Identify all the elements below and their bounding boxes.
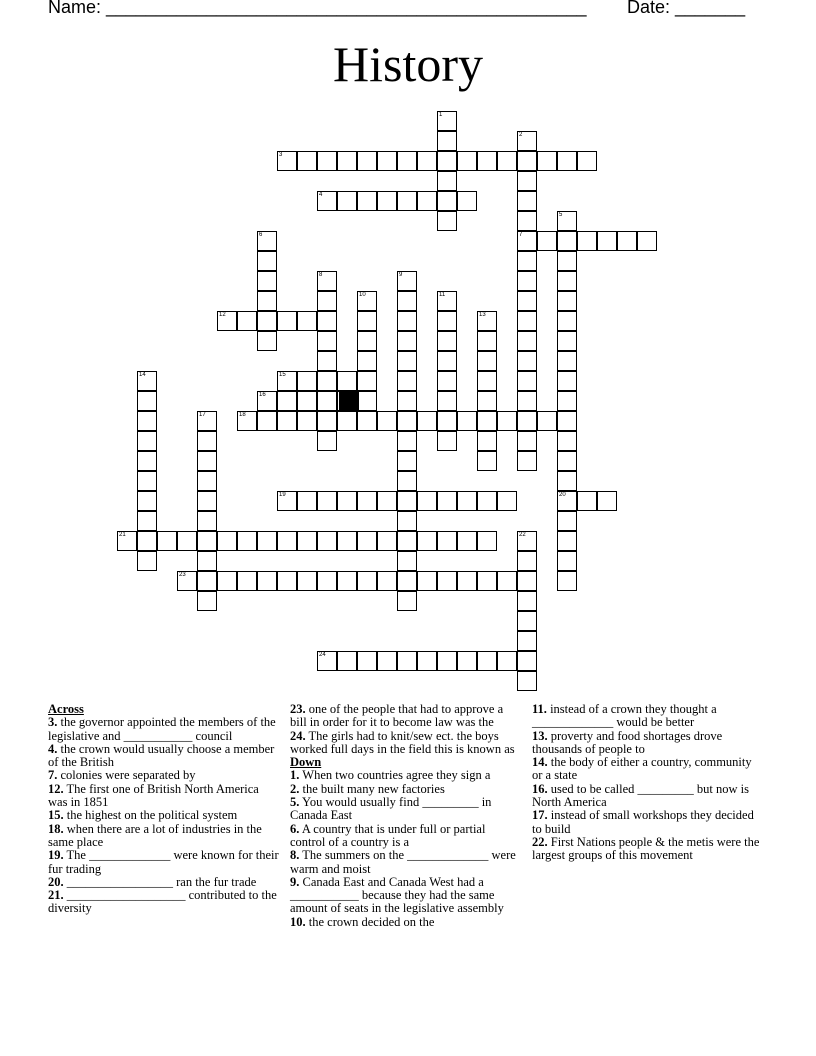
grid-cell[interactable] bbox=[397, 371, 417, 391]
grid-cell[interactable] bbox=[557, 451, 577, 471]
grid-cell[interactable] bbox=[297, 411, 317, 431]
grid-cell[interactable] bbox=[577, 151, 597, 171]
grid-cell[interactable] bbox=[337, 191, 357, 211]
grid-cell[interactable] bbox=[417, 651, 437, 671]
grid-cell[interactable] bbox=[397, 151, 417, 171]
grid-cell[interactable] bbox=[237, 531, 257, 551]
grid-cell[interactable] bbox=[397, 331, 417, 351]
grid-cell[interactable] bbox=[337, 651, 357, 671]
grid-cell[interactable] bbox=[137, 451, 157, 471]
cell-number: 13 bbox=[479, 312, 486, 318]
clue-column-1 bbox=[48, 703, 280, 916]
grid-cell[interactable] bbox=[357, 571, 377, 591]
cell-number: 9 bbox=[399, 272, 403, 278]
grid-cell[interactable] bbox=[317, 491, 337, 511]
grid-cell[interactable] bbox=[277, 151, 297, 171]
grid-cell[interactable] bbox=[357, 531, 377, 551]
grid-cell[interactable] bbox=[477, 531, 497, 551]
grid-cell[interactable] bbox=[517, 331, 537, 351]
grid-cell[interactable] bbox=[317, 391, 337, 411]
cell-number: 6 bbox=[259, 232, 263, 238]
grid-cell[interactable] bbox=[397, 271, 417, 291]
grid-cell[interactable] bbox=[477, 331, 497, 351]
clue-column-3 bbox=[532, 703, 764, 863]
grid-cell[interactable] bbox=[137, 551, 157, 571]
grid-cell[interactable] bbox=[357, 151, 377, 171]
grid-cell[interactable] bbox=[557, 491, 577, 511]
grid-cell[interactable] bbox=[297, 311, 317, 331]
grid-cell[interactable] bbox=[477, 651, 497, 671]
grid-cell[interactable] bbox=[317, 371, 337, 391]
grid-cell[interactable] bbox=[557, 511, 577, 531]
grid-cell[interactable] bbox=[557, 231, 577, 251]
grid-cell[interactable] bbox=[197, 471, 217, 491]
grid-cell[interactable] bbox=[357, 351, 377, 371]
grid-cell[interactable] bbox=[517, 651, 537, 671]
cell-number: 8 bbox=[319, 272, 323, 278]
clue-down-16: 16. used to be called _________ but now is North America bbox=[532, 781, 749, 810]
grid-cell[interactable] bbox=[597, 491, 617, 511]
grid-cell[interactable] bbox=[337, 491, 357, 511]
clue-across-4: 4. the crown would usually choose a member of the British bbox=[48, 741, 275, 770]
grid-cell[interactable] bbox=[557, 471, 577, 491]
grid-cell[interactable] bbox=[437, 571, 457, 591]
grid-cell[interactable] bbox=[277, 491, 297, 511]
grid-cell[interactable] bbox=[517, 271, 537, 291]
cell-number: 2 bbox=[519, 132, 523, 138]
grid-cell[interactable] bbox=[317, 651, 337, 671]
grid-cell[interactable] bbox=[517, 611, 537, 631]
grid-cell[interactable] bbox=[477, 311, 497, 331]
clue-down-5: 5. You would usually find _________ in Canada East bbox=[290, 795, 492, 823]
clue-down-22: 22. First Nations people & the metis were the largest groups of this movement bbox=[532, 834, 760, 863]
grid-cell[interactable] bbox=[637, 231, 657, 251]
grid-cell[interactable] bbox=[137, 371, 157, 391]
grid-cell[interactable] bbox=[277, 411, 297, 431]
grid-cell[interactable] bbox=[457, 151, 477, 171]
grid-cell[interactable] bbox=[557, 531, 577, 551]
grid-cell[interactable] bbox=[517, 311, 537, 331]
grid-cell[interactable] bbox=[477, 571, 497, 591]
clue-down-10: 10. the crown decided on the bbox=[290, 914, 435, 929]
grid-cell[interactable] bbox=[517, 551, 537, 571]
cell-number: 16 bbox=[259, 392, 266, 398]
grid-cell[interactable] bbox=[557, 251, 577, 271]
grid-cell[interactable] bbox=[317, 351, 337, 371]
grid-cell[interactable] bbox=[357, 391, 377, 411]
grid-cell[interactable] bbox=[397, 551, 417, 571]
grid-cell[interactable] bbox=[597, 231, 617, 251]
grid-cell[interactable] bbox=[437, 531, 457, 551]
grid-cell[interactable] bbox=[197, 431, 217, 451]
cell-number: 4 bbox=[319, 192, 323, 198]
grid-cell[interactable] bbox=[557, 211, 577, 231]
grid-cell[interactable] bbox=[157, 531, 177, 551]
grid-cell[interactable] bbox=[477, 451, 497, 471]
grid-cell[interactable] bbox=[317, 571, 337, 591]
grid-cell[interactable] bbox=[517, 251, 537, 271]
grid-cell[interactable] bbox=[397, 311, 417, 331]
cell-number: 23 bbox=[179, 572, 186, 578]
grid-cell[interactable] bbox=[257, 331, 277, 351]
grid-cell[interactable] bbox=[257, 571, 277, 591]
grid-cell[interactable] bbox=[137, 491, 157, 511]
cell-number: 19 bbox=[279, 492, 286, 498]
grid-cell[interactable] bbox=[397, 431, 417, 451]
grid-cell[interactable] bbox=[277, 311, 297, 331]
clue-across-20: 20. _________________ ran the fur trade bbox=[48, 874, 257, 889]
grid-cell[interactable] bbox=[257, 251, 277, 271]
grid-cell[interactable] bbox=[297, 571, 317, 591]
grid-cell[interactable] bbox=[437, 211, 457, 231]
grid-cell[interactable] bbox=[557, 411, 577, 431]
grid-cell[interactable] bbox=[477, 431, 497, 451]
down-heading: Down bbox=[290, 755, 322, 770]
grid-cell[interactable] bbox=[417, 571, 437, 591]
grid-cell[interactable] bbox=[177, 571, 197, 591]
grid-cell[interactable] bbox=[197, 571, 217, 591]
grid-cell[interactable] bbox=[477, 151, 497, 171]
grid-cell[interactable] bbox=[517, 151, 537, 171]
grid-cell[interactable] bbox=[557, 571, 577, 591]
grid-cell[interactable] bbox=[317, 271, 337, 291]
grid-cell[interactable] bbox=[257, 411, 277, 431]
cell-number: 1 bbox=[439, 112, 443, 118]
grid-cell[interactable] bbox=[517, 391, 537, 411]
grid-cell[interactable] bbox=[397, 191, 417, 211]
grid-cell[interactable] bbox=[137, 391, 157, 411]
grid-cell[interactable] bbox=[517, 191, 537, 211]
grid-cell[interactable] bbox=[497, 491, 517, 511]
grid-cell[interactable] bbox=[237, 411, 257, 431]
grid-cell[interactable] bbox=[437, 491, 457, 511]
cell-number: 22 bbox=[519, 532, 526, 538]
grid-cell[interactable] bbox=[317, 311, 337, 331]
grid-cell[interactable] bbox=[457, 531, 477, 551]
grid-cell[interactable] bbox=[397, 531, 417, 551]
cell-number: 5 bbox=[559, 212, 563, 218]
grid-cell[interactable] bbox=[197, 491, 217, 511]
grid-cell[interactable] bbox=[197, 531, 217, 551]
grid-cell[interactable] bbox=[277, 571, 297, 591]
grid-cell[interactable] bbox=[457, 651, 477, 671]
grid-cell[interactable] bbox=[437, 431, 457, 451]
grid-cell[interactable] bbox=[377, 531, 397, 551]
grid-cell[interactable] bbox=[197, 551, 217, 571]
grid-cell[interactable] bbox=[137, 531, 157, 551]
grid-cell[interactable] bbox=[517, 631, 537, 651]
grid-cell[interactable] bbox=[437, 391, 457, 411]
grid-cell[interactable] bbox=[397, 471, 417, 491]
grid-cell[interactable] bbox=[477, 371, 497, 391]
grid-cell[interactable] bbox=[197, 411, 217, 431]
grid-cell[interactable] bbox=[337, 151, 357, 171]
grid-cell[interactable] bbox=[377, 651, 397, 671]
grid-cell[interactable] bbox=[557, 431, 577, 451]
grid-cell[interactable] bbox=[517, 211, 537, 231]
grid-cell[interactable] bbox=[617, 231, 637, 251]
grid-cell[interactable] bbox=[217, 531, 237, 551]
grid-cell[interactable] bbox=[537, 151, 557, 171]
grid-cell[interactable] bbox=[297, 391, 317, 411]
grid-cell[interactable] bbox=[357, 651, 377, 671]
grid-cell[interactable] bbox=[337, 571, 357, 591]
grid-cell[interactable] bbox=[517, 451, 537, 471]
grid-cell[interactable] bbox=[577, 231, 597, 251]
clue-down-14: 14. the body of either a country, community or a state bbox=[532, 755, 752, 783]
grid-cell[interactable] bbox=[557, 291, 577, 311]
grid-cell[interactable] bbox=[317, 531, 337, 551]
grid-cell[interactable] bbox=[257, 291, 277, 311]
grid-cell[interactable] bbox=[137, 471, 157, 491]
grid-cell[interactable] bbox=[137, 431, 157, 451]
grid-cell[interactable] bbox=[517, 351, 537, 371]
grid-cell[interactable] bbox=[517, 571, 537, 591]
grid-cell[interactable] bbox=[557, 551, 577, 571]
clue-down-1: 1. When two countries agree they sign a bbox=[290, 768, 491, 783]
grid-cell[interactable] bbox=[357, 311, 377, 331]
grid-cell[interactable] bbox=[377, 151, 397, 171]
cell-number: 20 bbox=[559, 492, 566, 498]
grid-cell[interactable] bbox=[377, 191, 397, 211]
grid-cell[interactable] bbox=[257, 531, 277, 551]
grid-cell[interactable] bbox=[357, 491, 377, 511]
clue-across-21: 21. ___________________ contributed to the diversity bbox=[48, 888, 277, 916]
cell-number: 11 bbox=[439, 292, 446, 298]
grid-cell[interactable] bbox=[397, 511, 417, 531]
cell-number: 24 bbox=[319, 652, 326, 658]
grid-cell[interactable] bbox=[477, 391, 497, 411]
grid-cell[interactable] bbox=[197, 511, 217, 531]
grid-cell[interactable] bbox=[297, 151, 317, 171]
cell-number: 15 bbox=[279, 372, 286, 378]
clue-across-24: 24. The girls had to knit/sew ect. the boys worked full days in the field this is known as bbox=[290, 728, 515, 756]
cell-number: 18 bbox=[239, 412, 246, 418]
grid-cell[interactable] bbox=[517, 411, 537, 431]
grid-cell[interactable] bbox=[197, 591, 217, 611]
grid-cell[interactable] bbox=[437, 651, 457, 671]
clue-across-12: 12. The first one of British North America was in 1851 bbox=[48, 781, 259, 810]
grid-cell[interactable] bbox=[377, 491, 397, 511]
grid-cell[interactable] bbox=[397, 571, 417, 591]
grid-cell[interactable] bbox=[517, 591, 537, 611]
grid-cell[interactable] bbox=[437, 371, 457, 391]
cell-number: 17 bbox=[199, 412, 206, 418]
grid-cell[interactable] bbox=[497, 571, 517, 591]
grid-cell[interactable] bbox=[557, 311, 577, 331]
grid-cell[interactable] bbox=[557, 351, 577, 371]
grid-cell[interactable] bbox=[517, 431, 537, 451]
grid-cell[interactable] bbox=[277, 531, 297, 551]
grid-cell[interactable] bbox=[357, 191, 377, 211]
grid-cell[interactable] bbox=[117, 531, 137, 551]
black-cell bbox=[339, 391, 359, 411]
grid-cell[interactable] bbox=[397, 651, 417, 671]
grid-cell[interactable] bbox=[397, 351, 417, 371]
grid-cell[interactable] bbox=[497, 151, 517, 171]
grid-cell[interactable] bbox=[397, 491, 417, 511]
grid-cell[interactable] bbox=[537, 231, 557, 251]
name-field-label: Name: ________________________________________________ bbox=[48, 0, 587, 17]
cell-number: 3 bbox=[279, 152, 283, 158]
grid-cell[interactable] bbox=[377, 411, 397, 431]
grid-cell[interactable] bbox=[297, 491, 317, 511]
grid-cell[interactable] bbox=[437, 111, 457, 131]
grid-cell[interactable] bbox=[257, 271, 277, 291]
grid-cell[interactable] bbox=[437, 351, 457, 371]
grid-cell[interactable] bbox=[337, 411, 357, 431]
grid-cell[interactable] bbox=[137, 411, 157, 431]
cell-number: 10 bbox=[359, 292, 366, 298]
grid-cell[interactable] bbox=[417, 491, 437, 511]
grid-cell[interactable] bbox=[197, 451, 217, 471]
clue-across-15: 15. the highest on the political system bbox=[48, 808, 238, 823]
grid-cell[interactable] bbox=[317, 291, 337, 311]
grid-cell[interactable] bbox=[357, 331, 377, 351]
grid-cell[interactable] bbox=[457, 191, 477, 211]
grid-cell[interactable] bbox=[557, 391, 577, 411]
grid-cell[interactable] bbox=[357, 291, 377, 311]
grid-cell[interactable] bbox=[257, 311, 277, 331]
grid-cell[interactable] bbox=[517, 671, 537, 691]
grid-cell[interactable] bbox=[357, 411, 377, 431]
grid-cell[interactable] bbox=[517, 231, 537, 251]
grid-cell[interactable] bbox=[237, 311, 257, 331]
cell-number: 12 bbox=[219, 312, 226, 318]
grid-cell[interactable] bbox=[217, 311, 237, 331]
grid-cell[interactable] bbox=[437, 151, 457, 171]
grid-cell[interactable] bbox=[537, 411, 557, 431]
grid-cell[interactable] bbox=[297, 371, 317, 391]
grid-cell[interactable] bbox=[277, 391, 297, 411]
clue-down-6: 6. A country that is under full or partial control of a country is a bbox=[290, 821, 486, 849]
grid-cell[interactable] bbox=[477, 411, 497, 431]
grid-cell[interactable] bbox=[417, 411, 437, 431]
grid-cell[interactable] bbox=[397, 411, 417, 431]
grid-cell[interactable] bbox=[217, 571, 237, 591]
grid-cell[interactable] bbox=[437, 171, 457, 191]
clue-across-23: 23. one of the people that had to approve a bill in order for it to become law was the bbox=[290, 702, 504, 730]
grid-cell[interactable] bbox=[437, 191, 457, 211]
grid-cell[interactable] bbox=[337, 531, 357, 551]
grid-cell[interactable] bbox=[517, 531, 537, 551]
clue-across-18: 18. when there are a lot of industries in the same place bbox=[48, 821, 262, 849]
grid-cell[interactable] bbox=[417, 151, 437, 171]
clue-across-7: 7. colonies were separated by bbox=[48, 768, 196, 783]
grid-cell[interactable] bbox=[337, 371, 357, 391]
grid-cell[interactable] bbox=[457, 571, 477, 591]
clue-down-17: 17. instead of small workshops they decided to build bbox=[532, 808, 754, 836]
grid-cell[interactable] bbox=[437, 291, 457, 311]
grid-cell[interactable] bbox=[497, 411, 517, 431]
date-field-label: Date: _______ bbox=[627, 0, 746, 17]
clue-column-2 bbox=[290, 703, 522, 929]
grid-cell[interactable] bbox=[417, 191, 437, 211]
grid-cell[interactable] bbox=[457, 411, 477, 431]
grid-cell[interactable] bbox=[477, 491, 497, 511]
grid-cell[interactable] bbox=[317, 191, 337, 211]
grid-cell[interactable] bbox=[437, 311, 457, 331]
grid-cell[interactable] bbox=[357, 371, 377, 391]
grid-cell[interactable] bbox=[257, 391, 277, 411]
cell-number: 21 bbox=[119, 532, 126, 538]
grid-cell[interactable] bbox=[577, 491, 597, 511]
grid-cell[interactable] bbox=[297, 531, 317, 551]
grid-cell[interactable] bbox=[317, 431, 337, 451]
grid-cell[interactable] bbox=[557, 331, 577, 351]
grid-cell[interactable] bbox=[177, 531, 197, 551]
grid-cell[interactable] bbox=[557, 151, 577, 171]
grid-cell[interactable] bbox=[517, 131, 537, 151]
grid-cell[interactable] bbox=[437, 331, 457, 351]
grid-cell[interactable] bbox=[397, 391, 417, 411]
grid-cell[interactable] bbox=[557, 371, 577, 391]
clue-down-11: 11. instead of a crown they thought a _____________ would be better bbox=[532, 702, 717, 730]
clue-down-8: 8. The summers on the _____________ were warm and moist bbox=[290, 848, 516, 876]
grid-cell[interactable] bbox=[437, 131, 457, 151]
clue-down-2: 2. the built many new factories bbox=[290, 781, 445, 796]
grid-cell[interactable] bbox=[257, 231, 277, 251]
grid-cell[interactable] bbox=[557, 271, 577, 291]
clue-down-13: 13. proverty and food shortages drove thousands of people to bbox=[532, 728, 723, 756]
grid-cell[interactable] bbox=[517, 171, 537, 191]
grid-cell[interactable] bbox=[437, 411, 457, 431]
cell-number: 14 bbox=[139, 372, 146, 378]
grid-cell[interactable] bbox=[417, 531, 437, 551]
grid-cell[interactable] bbox=[237, 571, 257, 591]
clue-across-19: 19. The _____________ were known for their fur trading bbox=[48, 848, 279, 876]
grid-cell[interactable] bbox=[317, 411, 337, 431]
clue-down-9: 9. Canada East and Canada West had a ___________ because they had the same amount of seats in the legislative assembly bbox=[290, 874, 504, 916]
grid-cell[interactable] bbox=[137, 511, 157, 531]
grid-cell[interactable] bbox=[317, 151, 337, 171]
grid-cell[interactable] bbox=[397, 291, 417, 311]
grid-cell[interactable] bbox=[457, 491, 477, 511]
grid-cell[interactable] bbox=[277, 371, 297, 391]
grid-cell[interactable] bbox=[377, 571, 397, 591]
grid-cell[interactable] bbox=[477, 351, 497, 371]
cell-number: 7 bbox=[519, 232, 523, 238]
grid-cell[interactable] bbox=[397, 451, 417, 471]
grid-cell[interactable] bbox=[497, 651, 517, 671]
clue-across-3: 3. the governor appointed the members of the legislative and ___________ council bbox=[48, 715, 276, 743]
grid-cell[interactable] bbox=[517, 291, 537, 311]
grid-cell[interactable] bbox=[317, 331, 337, 351]
across-heading: Across bbox=[48, 702, 84, 716]
page-title: History bbox=[333, 36, 483, 92]
grid-cell[interactable] bbox=[517, 371, 537, 391]
grid-cell[interactable] bbox=[397, 591, 417, 611]
